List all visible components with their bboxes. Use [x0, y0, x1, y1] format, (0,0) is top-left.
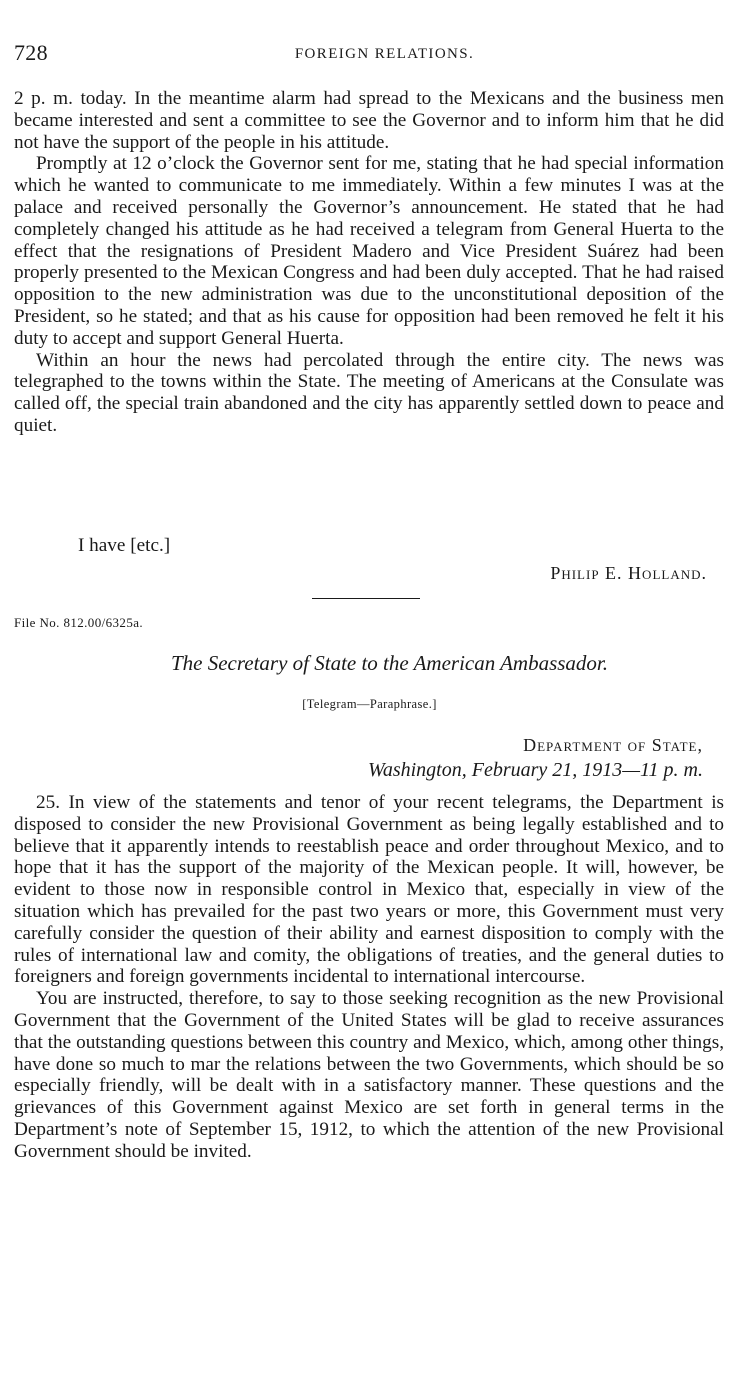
- paragraph: 2 p. m. today. In the meantime alarm had spread to the Mexicans and the business men became interested and sent a committee to see the Governor and to inform him that he did not have the support of the people in his attitude.: [14, 88, 724, 153]
- running-head: [14, 40, 725, 66]
- paragraph: Promptly at 12 o’clock the Governor sent for me, stating that he had special information which he wanted to communicate to me immediately. Within a few minutes I was at the palace and received personally the Governor’s announcement. He stated that he had completely changed his attitude as he had received a telegram from General Huerta to the effect that the resignations of President Madero and Vice President Suárez had been properly presented to the Mexican Congress and had been duly accepted. That he had raised opposition to the new administration was due to the unconstitutional deposition of the President, so he stated; and that as his cause for opposition had been removed he felt it his duty to accept and support General Huerta.: [14, 153, 724, 349]
- section-divider: [312, 598, 420, 599]
- page-number: 728: [14, 40, 48, 65]
- dateline-office: Department of State,: [523, 735, 703, 755]
- dateline: [368, 734, 703, 782]
- document-subheading: [Telegram—Paraphrase.]: [302, 697, 437, 711]
- running-title: FOREIGN RELATIONS.: [294, 46, 475, 62]
- file-number: File No. 812.00/6325a.: [14, 615, 144, 630]
- paragraph: 25. In view of the statements and tenor of your recent telegrams, the Department is disposed to consider the new Provisional Government as being legally established and to believe that it apparently intends to reestablish peace and order throughout Mexico, and to hope that it has the support of the majority of the Mexican people. It will, however, be evident to those now in responsible control in Mexico that, especially in view of the situation which has prevailed for the past two years or more, this Government must very carefully consider the question of their ability and earnest disposition to comply with the rules of international law and comity, the obligations of treaties, and the general duties to foreigners and foreign governments incidental to international intercourse.: [14, 792, 724, 988]
- telegram-body: [14, 792, 724, 1163]
- signature: Philip E. Holland.: [550, 563, 707, 583]
- paragraph: You are instructed, therefore, to say to those seeking recognition as the new Provisional Government that the Government of the United States will be glad to receive assurances that the outstanding questions between this country and Mexico, which, among other things, have done so much to mar the relations between the two Governments, which should be so especially friendly, will be dealt with in a satisfactory manner. These questions and the grievances of this Government against Mexico are set forth in general terms in the Department’s note of September 15, 1912, to which the attention of the new Provisional Government should be invited.: [14, 988, 724, 1162]
- paragraph: Within an hour the news had percolated through the entire city. The news was telegraphed to the towns within the State. The meeting of Americans at the Consulate was called off, the special train abandoned and the city has apparently settled down to peace and quiet.: [14, 349, 724, 436]
- document-heading: The Secretary of State to the American Ambassador.: [170, 651, 609, 675]
- dateline-place: Washington, February 21, 1913—11 p. m.: [368, 759, 703, 781]
- letter-body: [14, 88, 724, 437]
- letter-closing: I have [etc.]: [78, 535, 171, 556]
